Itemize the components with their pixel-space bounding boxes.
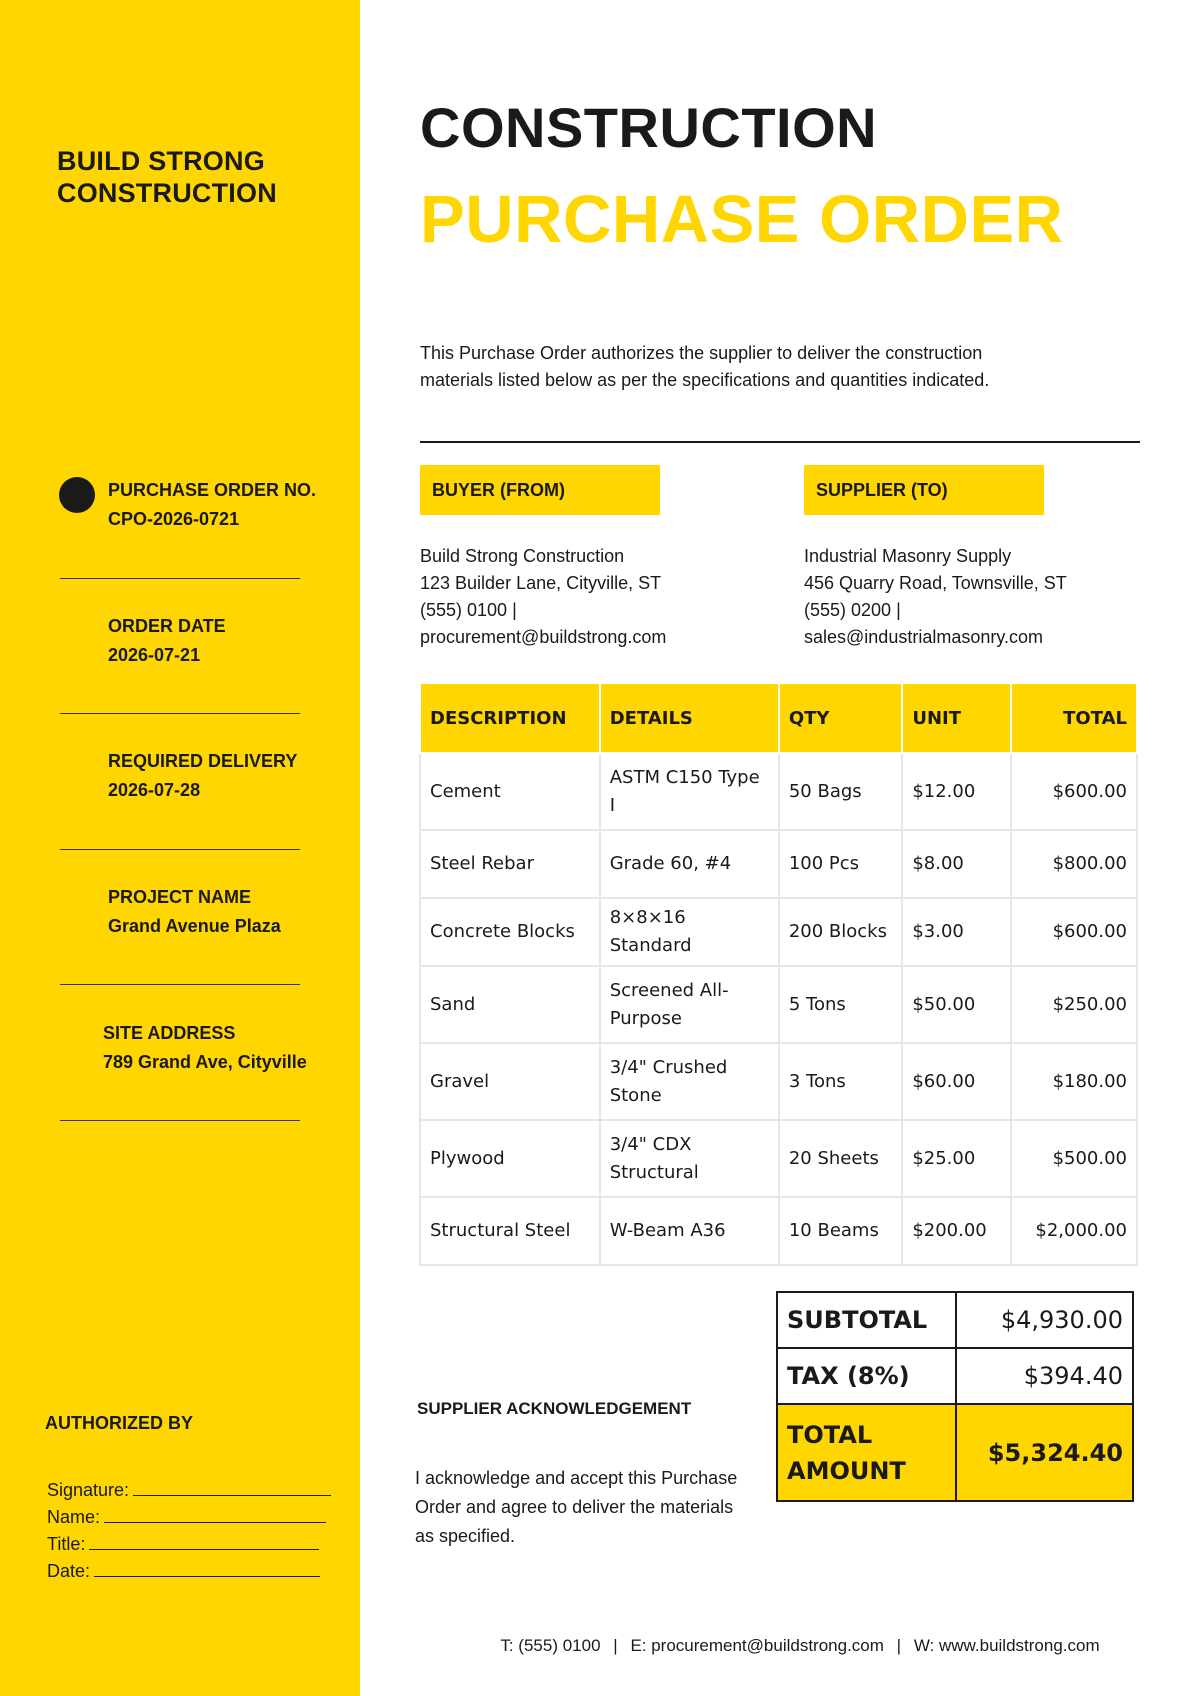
cell-details: ASTM C150 Type I — [600, 753, 779, 830]
subtotal-label: SUBTOTAL — [777, 1292, 956, 1348]
intro-line: This Purchase Order authorizes the supplier to deliver the construction — [420, 343, 983, 363]
items-table — [419, 684, 1138, 1266]
supplier-phone: (555) 0200 | — [804, 600, 901, 620]
cell-unit: $200.00 — [902, 1197, 1011, 1265]
footer-phone: T: (555) 0100 — [500, 1636, 601, 1655]
divider — [60, 1120, 300, 1121]
cell-qty: 50 Bags — [779, 753, 902, 830]
order-date-value: 2026-07-21 — [108, 645, 201, 665]
column-header-description: DESCRIPTION — [420, 684, 600, 753]
acknowledgement-line: as specified. — [415, 1526, 516, 1546]
company-name — [57, 145, 277, 209]
divider — [60, 849, 300, 850]
cell-unit: $12.00 — [902, 753, 1011, 830]
site-address-label: SITE ADDRESS — [103, 1023, 236, 1043]
company-name-line1: BUILD STRONG — [57, 146, 265, 176]
cell-unit: $25.00 — [902, 1120, 1011, 1197]
cell-qty: 100 Pcs — [779, 830, 902, 898]
sidebar — [0, 0, 360, 1696]
supplier-address: 456 Quarry Road, Townsville, ST — [804, 573, 1067, 593]
table-header-row — [420, 684, 1137, 753]
order-date-label: ORDER DATE — [108, 616, 226, 636]
signature-line[interactable] — [133, 1478, 331, 1496]
acknowledgement-line: Order and agree to deliver the materials — [415, 1497, 734, 1517]
buyer-heading: BUYER (FROM) — [420, 465, 660, 515]
acknowledgement-heading: SUPPLIER ACKNOWLEDGEMENT — [417, 1399, 692, 1418]
cell-unit: $8.00 — [902, 830, 1011, 898]
project-name-value: Grand Avenue Plaza — [108, 916, 281, 936]
footer-contact — [360, 1636, 1200, 1656]
cell-total: $600.00 — [1011, 898, 1137, 966]
document-title-line1: CONSTRUCTION — [420, 96, 878, 159]
cell-description: Structural Steel — [420, 1197, 600, 1265]
supplier-name: Industrial Masonry Supply — [804, 546, 1012, 566]
cell-description: Steel Rebar — [420, 830, 600, 898]
name-line[interactable] — [104, 1505, 326, 1523]
document-title-line2: PURCHASE ORDER — [420, 182, 1064, 257]
site-address-value: 789 Grand Ave, Cityville — [103, 1052, 307, 1072]
name-field[interactable] — [47, 1505, 326, 1528]
cell-description: Sand — [420, 966, 600, 1043]
totals-table — [776, 1291, 1134, 1502]
footer-separator: | — [896, 1636, 902, 1655]
project-name-label: PROJECT NAME — [108, 887, 252, 907]
tax-row — [777, 1348, 1133, 1404]
title-label: Title: — [47, 1534, 86, 1554]
cell-details: 3/4" Crushed Stone — [600, 1043, 779, 1120]
acknowledgement-line: I acknowledge and accept this Purchase — [415, 1468, 738, 1488]
total-amount-row — [777, 1404, 1133, 1501]
cell-unit: $60.00 — [902, 1043, 1011, 1120]
cell-description: Plywood — [420, 1120, 600, 1197]
total-amount-label-line1: TOTAL — [787, 1420, 873, 1449]
total-amount-value: $5,324.40 — [956, 1404, 1133, 1501]
cell-total: $2,000.00 — [1011, 1197, 1137, 1265]
cell-details: W-Beam A36 — [600, 1197, 779, 1265]
column-header-details: DETAILS — [600, 684, 779, 753]
total-amount-label-line2: AMOUNT — [787, 1456, 906, 1485]
cell-qty: 200 Blocks — [779, 898, 902, 966]
table-row — [420, 753, 1137, 830]
column-header-unit: UNIT — [902, 684, 1011, 753]
column-header-qty: QTY — [779, 684, 902, 753]
required-delivery-value: 2026-07-28 — [108, 780, 201, 800]
title-field[interactable] — [47, 1532, 319, 1555]
buyer-name: Build Strong Construction — [420, 546, 625, 566]
table-row — [420, 830, 1137, 898]
table-row — [420, 1197, 1137, 1265]
cell-description: Gravel — [420, 1043, 600, 1120]
column-header-total: TOTAL — [1011, 684, 1137, 753]
po-number-value: CPO-2026-0721 — [108, 509, 240, 529]
cell-total: $180.00 — [1011, 1043, 1137, 1120]
signature-label: Signature: — [47, 1480, 130, 1500]
cell-total: $500.00 — [1011, 1120, 1137, 1197]
cell-total: $600.00 — [1011, 753, 1137, 830]
supplier-heading: SUPPLIER (TO) — [804, 465, 1044, 515]
company-name-line2: CONSTRUCTION — [57, 178, 277, 208]
acknowledgement-text — [415, 1464, 765, 1551]
supplier-email[interactable]: sales@industrialmasonry.com — [804, 627, 1044, 647]
cell-details: Grade 60, #4 — [600, 830, 779, 898]
table-row — [420, 1043, 1137, 1120]
intro-line: materials listed below as per the specifications and quantities indicated. — [420, 370, 990, 390]
subtotal-row — [777, 1292, 1133, 1348]
cell-total: $800.00 — [1011, 830, 1137, 898]
divider — [60, 984, 300, 985]
cell-unit: $50.00 — [902, 966, 1011, 1043]
cell-description: Concrete Blocks — [420, 898, 600, 966]
footer-separator: | — [613, 1636, 618, 1655]
table-row — [420, 898, 1137, 966]
date-field[interactable] — [47, 1559, 320, 1582]
cell-qty: 20 Sheets — [779, 1120, 902, 1197]
cell-details: Screened All-Purpose — [600, 966, 779, 1043]
cell-qty: 5 Tons — [779, 966, 902, 1043]
buyer-address: 123 Builder Lane, Cityville, ST — [420, 573, 662, 593]
tax-label: TAX (8%) — [777, 1348, 956, 1404]
cell-details: 3/4" CDX Structural — [600, 1120, 779, 1197]
buyer-email[interactable]: procurement@buildstrong.com — [420, 627, 667, 647]
authorized-by-heading: AUTHORIZED BY — [45, 1413, 193, 1433]
supplier-details — [804, 543, 1067, 651]
po-number-label: PURCHASE ORDER NO. — [108, 480, 317, 500]
buyer-phone: (555) 0100 | — [420, 600, 517, 620]
footer-website[interactable]: W: www.buildstrong.com — [913, 1636, 1100, 1655]
cell-qty: 10 Beams — [779, 1197, 902, 1265]
cell-description: Cement — [420, 753, 600, 830]
section-divider — [420, 441, 1140, 443]
table-row — [420, 1120, 1137, 1197]
tax-value: $394.40 — [956, 1348, 1133, 1404]
cell-qty: 3 Tons — [779, 1043, 902, 1120]
bullet-dot-icon — [59, 477, 95, 513]
name-label: Name: — [47, 1507, 101, 1527]
date-line[interactable] — [94, 1559, 320, 1577]
cell-unit: $3.00 — [902, 898, 1011, 966]
date-label: Date: — [47, 1561, 91, 1581]
divider — [60, 713, 300, 714]
subtotal-value: $4,930.00 — [956, 1292, 1133, 1348]
cell-total: $250.00 — [1011, 966, 1137, 1043]
buyer-details — [420, 543, 666, 651]
title-line[interactable] — [89, 1532, 319, 1550]
footer-email[interactable]: E: procurement@buildstrong.com — [630, 1636, 884, 1655]
intro-text — [420, 340, 1060, 394]
total-amount-label — [777, 1404, 956, 1501]
signature-field[interactable] — [47, 1478, 331, 1501]
required-delivery-label: REQUIRED DELIVERY — [108, 751, 298, 771]
cell-details: 8×8×16 Standard — [600, 898, 779, 966]
divider — [60, 578, 300, 579]
table-row — [420, 966, 1137, 1043]
